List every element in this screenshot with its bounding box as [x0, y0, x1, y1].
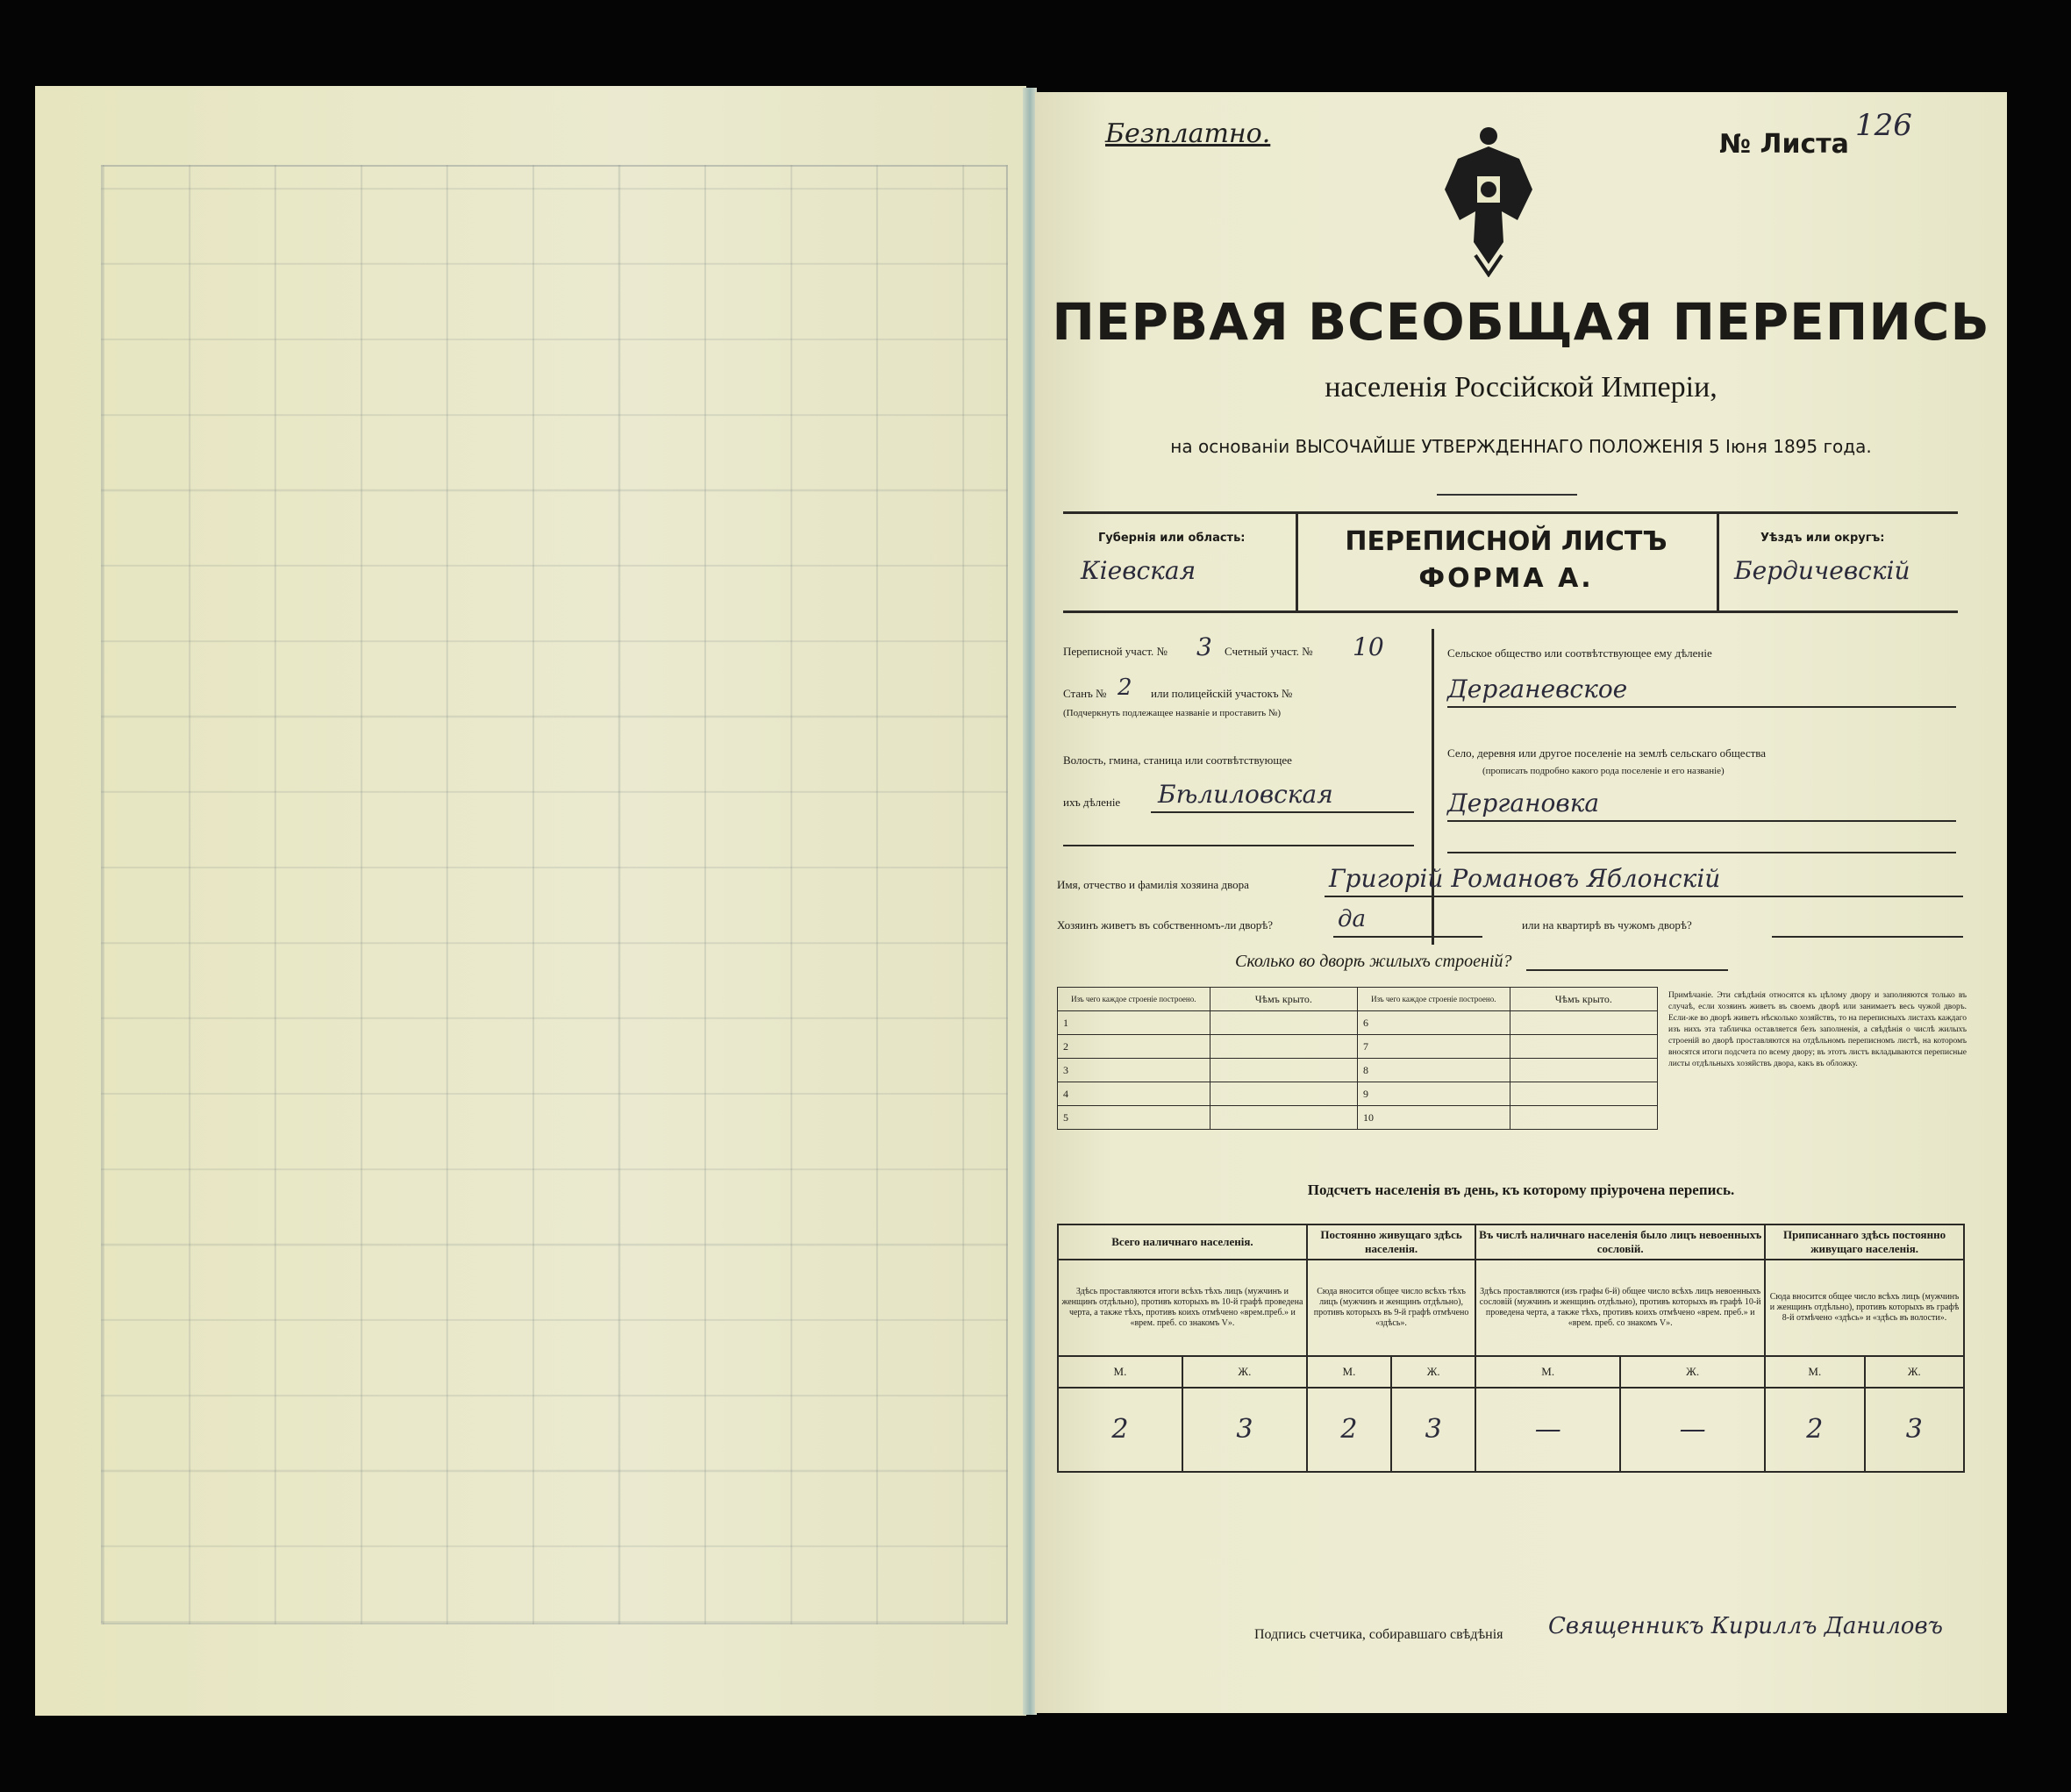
female-header: Ж.	[1182, 1356, 1307, 1388]
row-label: 1	[1058, 1011, 1210, 1035]
owner-name-value: Григорій Романовъ Яблонскій	[1329, 864, 1721, 893]
box-divider-right	[1717, 514, 1719, 610]
population-count-table	[1057, 1224, 1965, 1473]
own-yard-value: да	[1338, 906, 1366, 932]
male-header: М.	[1058, 1356, 1182, 1388]
count-col2-head: Постоянно живущаго здѣсь населенія.	[1307, 1224, 1475, 1260]
gubernia-value: Кіевская	[1081, 556, 1196, 585]
society-label: Сельское общество или соотвѣтствующее ему дѣленіе	[1447, 646, 1712, 660]
main-title: ПЕРВАЯ ВСЕОБЩАЯ ПЕРЕПИСЬ	[1052, 292, 1990, 352]
form-box	[1063, 511, 1958, 613]
counting-district-label: Счетный участ. №	[1225, 645, 1313, 658]
female-header: Ж.	[1391, 1356, 1475, 1388]
census-district-label: Переписной участ. №	[1063, 645, 1168, 658]
village-line	[1447, 820, 1956, 822]
location-fields-right	[1447, 629, 1965, 945]
col-material-header-2: Изъ чего каждое строеніе построено.	[1357, 988, 1510, 1011]
count-col3-male: —	[1475, 1388, 1620, 1472]
buildings-line	[1526, 969, 1728, 971]
owner-name-label: Имя, отчество и фамилія хозяина двора	[1057, 878, 1249, 891]
own-yard-line	[1333, 936, 1482, 938]
left-page	[35, 86, 1026, 1716]
uezd-value: Бердичевскій	[1734, 556, 1910, 585]
male-header: М.	[1475, 1356, 1620, 1388]
ornament-divider	[1437, 494, 1577, 496]
male-header: М.	[1307, 1356, 1391, 1388]
female-header: Ж.	[1620, 1356, 1765, 1388]
location-fields-left	[1063, 629, 1434, 945]
count-col4-desc: Сюда вносится общее число всѣхъ лицъ (мужчинъ и женщинъ отдѣльно), противъ которыхъ въ графѣ 8-й отмѣчено «здѣсь» и «здѣсь въ волости».	[1765, 1260, 1964, 1356]
count-col4-male: 2	[1765, 1388, 1864, 1472]
rented-line	[1772, 936, 1963, 938]
village-line-2	[1447, 852, 1956, 853]
row-label: 8	[1357, 1059, 1510, 1082]
count-col2-male: 2	[1307, 1388, 1391, 1472]
count-col2-desc: Сюда вносится общее число всѣхъ тѣхъ лицъ (мужчинъ и женщинъ отдѣльно), противъ которыхъ въ 9-й графѣ отмѣчено «здѣсь».	[1307, 1260, 1475, 1356]
village-note: (прописать подробно какого рода поселеніе и его названіе)	[1482, 766, 1725, 776]
count-col1-head: Всего наличнаго населенія.	[1058, 1224, 1307, 1260]
imperial-eagle-emblem	[1440, 124, 1537, 277]
volost-value: Бѣлиловская	[1158, 780, 1333, 809]
own-yard-label: Хозяинъ живетъ въ собственномъ-ли дворѣ?	[1057, 918, 1274, 932]
volost-label-2: ихъ дѣленіе	[1063, 796, 1121, 809]
legal-basis: на основаніи ВЫСОЧАЙШЕ УТВЕРЖДЕННАГО ПОЛОЖЕНІЯ 5 Іюня 1895 года.	[1170, 436, 1872, 457]
society-value: Дерганевское	[1447, 675, 1628, 703]
counting-district-value: 10	[1353, 632, 1384, 661]
count-col1-female: 3	[1182, 1388, 1307, 1472]
volost-label: Волость, гмина, станица или соотвѣтствующее	[1063, 753, 1292, 767]
society-line	[1447, 706, 1956, 708]
sheet-number-value: 126	[1855, 108, 1912, 143]
village-value: Дергановка	[1447, 789, 1600, 817]
row-label: 3	[1058, 1059, 1210, 1082]
count-col3-head: Въ числѣ наличнаго населенія было лицъ невоенныхъ сословій.	[1475, 1224, 1765, 1260]
volost-line-2	[1063, 845, 1414, 846]
count-col3-female: —	[1620, 1388, 1765, 1472]
col-roof-header: Чѣмъ крыто.	[1210, 988, 1357, 1011]
row-label: 4	[1058, 1082, 1210, 1106]
owner-name-line	[1325, 896, 1963, 897]
rented-label: или на квартирѣ въ чужомъ дворѣ?	[1522, 918, 1692, 932]
female-header: Ж.	[1865, 1356, 1964, 1388]
note-text: Примѣчаніе. Эти свѣдѣнія относятся къ цѣлому двору и заполняются только въ случаѣ, если хозяинъ живетъ въ своемъ дворѣ или занимаетъ весь чужой дворъ. Если-же во дворѣ живетъ нѣсколько хозяйствъ, то на переписныхъ листахъ каждаго изъ нихъ эта табличка оставляется безъ заполненія, а свѣдѣнія о числѣ жилыхъ строеній во дворѣ проставляются на отдѣльномъ переписномъ листѣ, на которомъ вносятся итоги подсчета по всему двору; въ этотъ листъ вкладываются переписные листы отдѣльныхъ хозяйствъ двора, какъ въ обложку.	[1668, 991, 1967, 1068]
row-label: 6	[1357, 1011, 1510, 1035]
form-subtitle: ФОРМА А.	[1418, 563, 1594, 594]
signature-label: Подпись счетчика, собиравшаго свѣдѣнія	[1254, 1627, 1503, 1642]
gubernia-label: Губернія или область:	[1098, 532, 1246, 545]
subtitle: населенія Россійской Имперіи,	[1325, 371, 1718, 403]
row-label: 5	[1058, 1106, 1210, 1130]
sheet-number-label: № Листа	[1719, 129, 1849, 160]
count-section-title: Подсчетъ населенія въ день, къ которому пріурочена перепись.	[1307, 1182, 1735, 1198]
underline-note: (Подчеркнуть подлежащее названіе и проставить №)	[1063, 708, 1282, 718]
count-col3-desc: Здѣсь проставляются (изъ графы 6-й) общее число всѣхъ лицъ невоенныхъ сословій (мужчинъ и женщинъ отдѣльно), противъ которыхъ въ графѣ 10-й проведена черта, а также тѣхъ, противъ коихъ отмѣчено «врем. преб.» и «врем. преб. со знакомъ V».	[1475, 1260, 1765, 1356]
volost-line	[1151, 811, 1414, 813]
police-district-label: или полицейскій участокъ №	[1151, 687, 1293, 700]
village-label: Село, деревня или другое поселеніе на землѣ сельскаго общества	[1447, 746, 1767, 760]
row-label: 9	[1357, 1082, 1510, 1106]
col-material-header: Изъ чего каждое строеніе построено.	[1058, 988, 1210, 1011]
male-header: М.	[1765, 1356, 1864, 1388]
bleed-through-grid	[101, 165, 1008, 1624]
count-col4-female: 3	[1865, 1388, 1964, 1472]
row-label: 7	[1357, 1035, 1510, 1059]
form-title: ПЕРЕПИСНОЙ ЛИСТЪ	[1345, 526, 1668, 557]
census-district-value: 3	[1196, 632, 1212, 661]
free-label: Безплатно.	[1105, 118, 1271, 149]
buildings-label: Сколько во дворѣ жилыхъ строеній?	[1235, 952, 1512, 971]
census-form-page	[1035, 92, 2007, 1713]
count-col1-male: 2	[1058, 1388, 1182, 1472]
signature-value: Священникъ Кириллъ Даниловъ	[1548, 1613, 1943, 1639]
count-col1-desc: Здѣсь проставляются итоги всѣхъ тѣхъ лицъ (мужчинъ и женщинъ отдѣльно), противъ которыхъ въ 10-й графѣ проведена черта, а также тѣхъ, противъ коихъ отмѣчено «врем.преб.» и «врем. преб. со знакомъ V».	[1058, 1260, 1307, 1356]
count-col2-female: 3	[1391, 1388, 1475, 1472]
buildings-table	[1057, 987, 1658, 1130]
stan-label: Станъ №	[1063, 687, 1107, 700]
row-label: 2	[1058, 1035, 1210, 1059]
stan-value: 2	[1118, 675, 1132, 701]
uezd-label: Уѣздъ или округъ:	[1760, 532, 1885, 545]
row-label: 10	[1357, 1106, 1510, 1130]
count-col4-head: Приписаннаго здѣсь постоянно живущаго населенія.	[1765, 1224, 1964, 1260]
col-roof-header-2: Чѣмъ крыто.	[1510, 988, 1657, 1011]
